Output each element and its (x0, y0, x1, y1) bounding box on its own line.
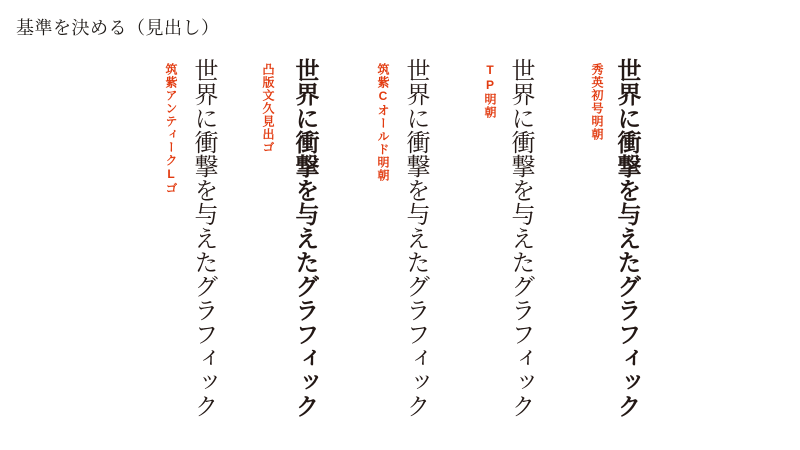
specimen-text: 世界に衝撃を与えたグラフィック (613, 58, 639, 418)
font-name-label: 筑紫アンティークLゴ (164, 63, 178, 195)
font-name-label: 秀英初号明朝 (590, 63, 604, 141)
font-name-label: 筑紫Cオールド明朝 (376, 63, 390, 182)
specimen-text: 世界に衝撃を与えたグラフィック (291, 58, 318, 418)
font-name-label: 凸版文久見出ゴ (261, 63, 275, 154)
specimen-text: 世界に衝撃を与えたグラフィック (507, 58, 533, 418)
specimen-text: 世界に衝撃を与えたグラフィック (190, 58, 217, 418)
font-name-label: TP明朝 (483, 63, 497, 119)
specimen-text: 世界に衝撃を与えたグラフィック (402, 58, 428, 418)
page-title: 基準を決める（見出し） (16, 18, 220, 38)
